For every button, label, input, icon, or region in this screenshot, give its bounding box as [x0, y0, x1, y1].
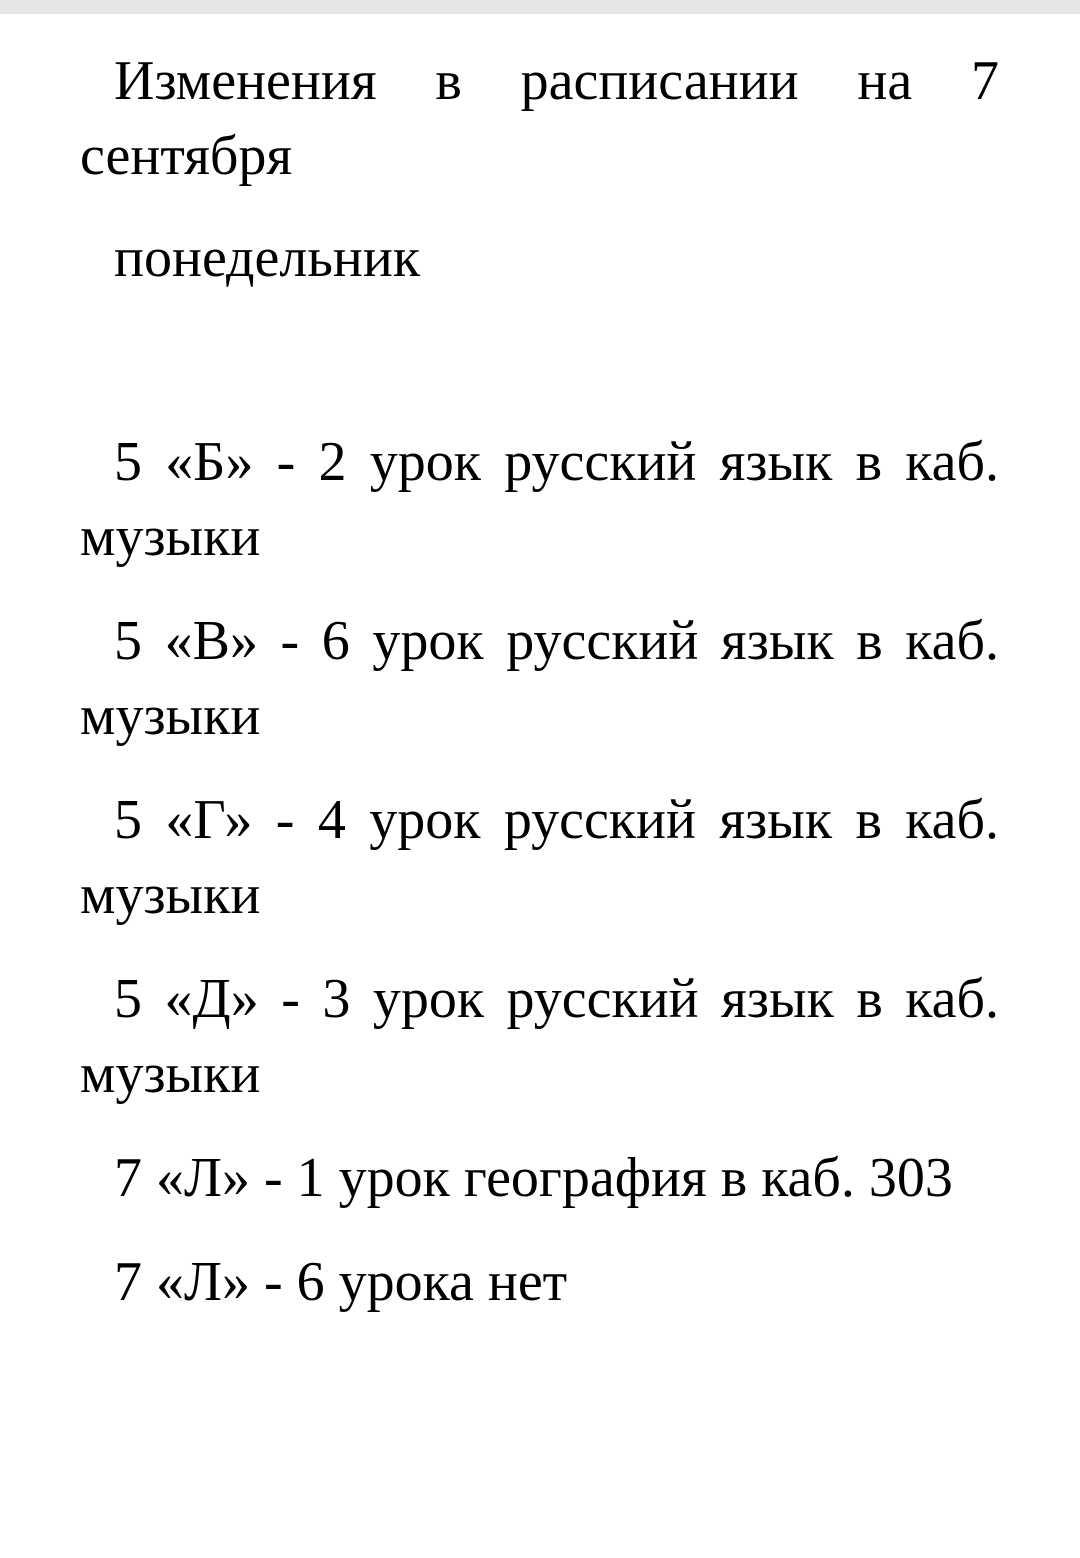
document-body	[80, 44, 999, 1349]
top-status-strip	[0, 0, 1080, 14]
schedule-entry: 5 «В» - 6 урок русский язык в каб. музыки	[80, 610, 999, 747]
schedule-entry: 7 «Л» - 6 урока нет	[114, 1251, 568, 1313]
schedule-entry: 5 «Б» - 2 урок русский язык в каб. музыки	[80, 431, 999, 568]
day-label: понедельник	[114, 227, 421, 289]
document-title: Изменения в расписании на 7 сентября	[80, 50, 999, 187]
schedule-entry: 7 «Л» - 1 урок география в каб. 303	[114, 1147, 953, 1209]
schedule-entry: 5 «Г» - 4 урок русский язык в каб. музыки	[80, 789, 999, 926]
schedule-entry: 5 «Д» - 3 урок русский язык в каб. музыки	[80, 968, 999, 1105]
